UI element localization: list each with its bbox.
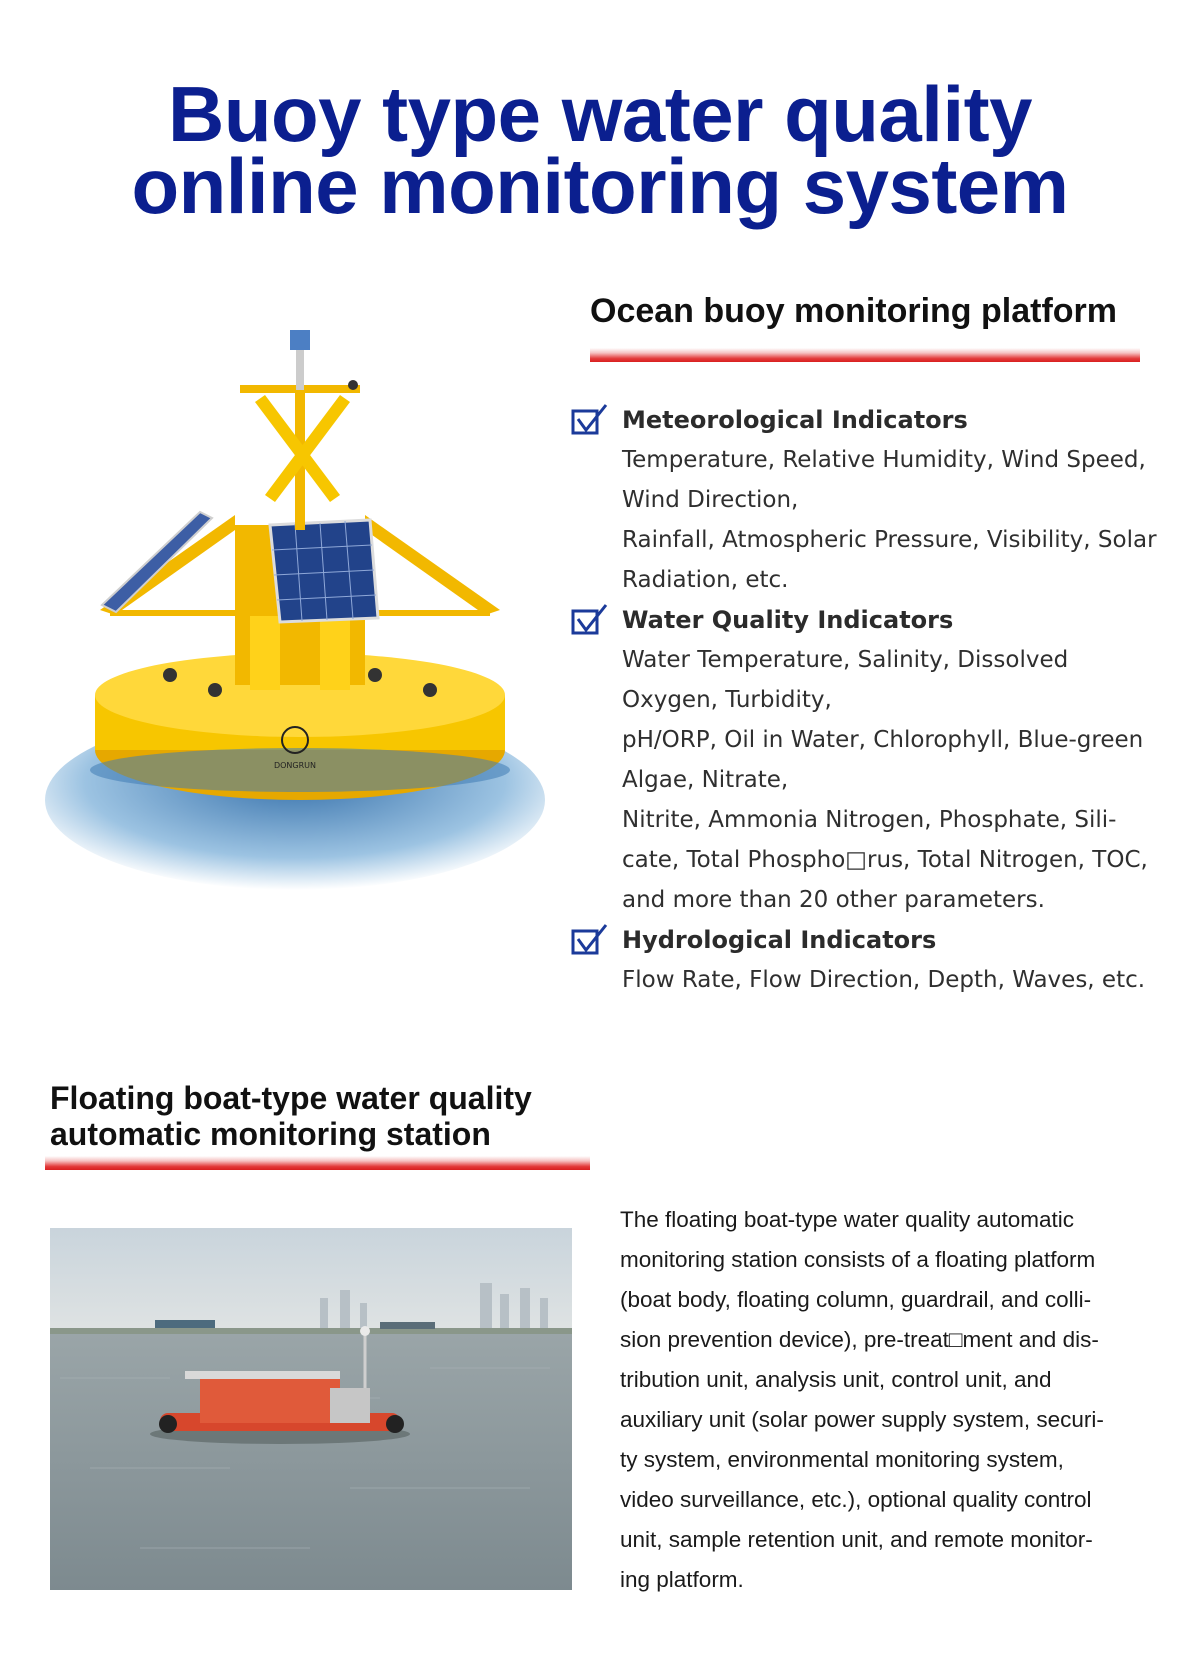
checkbox-checked-icon	[570, 603, 610, 637]
page-title-line-1: Buoy type water quality	[167, 70, 1033, 158]
text-line: Water Temperature, Salinity, Dissolved	[622, 647, 1069, 673]
section-heading-ocean-buoy: Ocean buoy monitoring platform	[590, 292, 1118, 330]
text-line: sion prevention device), pre-treat□ment and dis-	[620, 1327, 1099, 1352]
text-line: auxiliary unit (solar power supply system, securi-	[620, 1407, 1104, 1432]
text-line: Radiation, etc.	[622, 567, 789, 593]
indicator-title: Meteorological Indicators	[622, 406, 968, 434]
indicator-title: Hydrological Indicators	[622, 926, 937, 954]
checkbox-checked-icon	[570, 403, 610, 437]
indicator-water-quality	[570, 600, 1190, 920]
heading-underline-bar	[45, 1156, 590, 1170]
heading-line-1: Floating boat-type water quality	[50, 1080, 532, 1116]
buoy-logo-text: DONGRUN	[273, 761, 317, 770]
text-line: The floating boat-type water quality automatic	[620, 1207, 1074, 1232]
heading-line-2: automatic monitoring station	[50, 1116, 491, 1152]
heading-underline-bar	[590, 348, 1140, 362]
boat-station-description	[620, 1200, 1160, 1600]
text-line: monitoring station consists of a floating platform	[620, 1247, 1096, 1272]
indicator-description	[622, 640, 1190, 920]
text-line: Nitrite, Ammonia Nitrogen, Phosphate, Sili-	[622, 807, 1117, 833]
indicator-hydrological	[570, 920, 1190, 1000]
page-title-line-2: online monitoring system	[131, 142, 1069, 230]
text-line: Wind Direction,	[622, 487, 799, 513]
text-line: Flow Rate, Flow Direction, Depth, Waves, etc.	[622, 967, 1146, 993]
text-line: (boat body, floating column, guardrail, and colli-	[620, 1287, 1092, 1312]
text-line: pH/ORP, Oil in Water, Chlorophyll, Blue-green	[622, 727, 1144, 753]
section-heading-floating-boat	[50, 1080, 610, 1152]
page-title	[0, 70, 1200, 230]
text-line: unit, sample retention unit, and remote monitor-	[620, 1527, 1093, 1552]
indicator-meteorological	[570, 400, 1190, 600]
text-line: video surveillance, etc.), optional quality control	[620, 1487, 1092, 1512]
text-line: tribution unit, analysis unit, control unit, and	[620, 1367, 1052, 1392]
text-line: cate, Total Phospho□rus, Total Nitrogen, TOC,	[622, 847, 1148, 873]
checkbox-checked-icon	[570, 923, 610, 957]
indicator-title: Water Quality Indicators	[622, 606, 954, 634]
indicator-description	[622, 440, 1190, 600]
text-line: ing platform.	[620, 1567, 744, 1592]
buoy-image	[40, 330, 560, 930]
text-line: Temperature, Relative Humidity, Wind Speed,	[622, 447, 1146, 473]
text-line: Oxygen, Turbidity,	[622, 687, 832, 713]
text-line: Algae, Nitrate,	[622, 767, 789, 793]
indicator-list	[570, 400, 1190, 1000]
floating-boat-photo	[50, 1228, 572, 1590]
text-line: ty system, environmental monitoring system,	[620, 1447, 1064, 1472]
text-line: and more than 20 other parameters.	[622, 887, 1045, 913]
text-line: Rainfall, Atmospheric Pressure, Visibility, Solar	[622, 527, 1157, 553]
indicator-description	[622, 960, 1190, 1000]
